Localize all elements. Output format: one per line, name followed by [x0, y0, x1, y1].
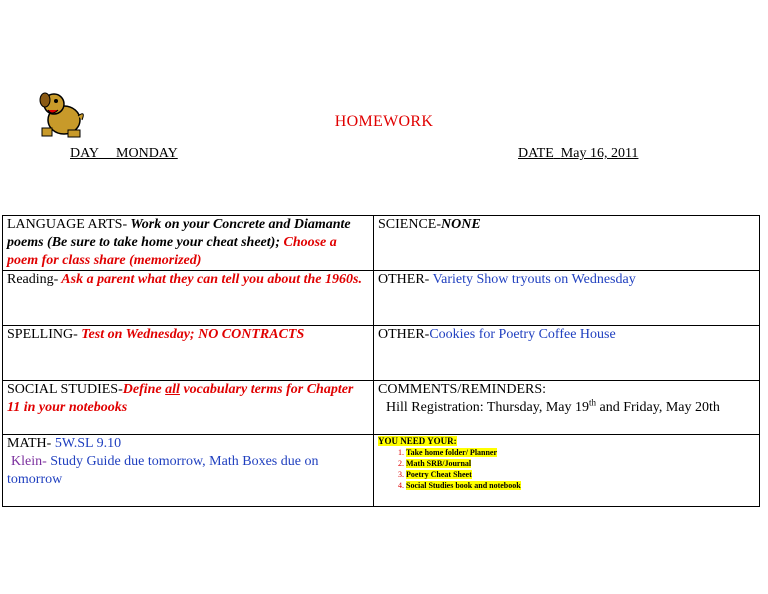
day-label: DAY: [70, 146, 99, 161]
list-item: 4. Social Studies book and notebook: [406, 480, 755, 491]
you-need-list: [378, 447, 755, 491]
science-cell: [374, 216, 760, 271]
other-text-1: Variety Show tryouts on Wednesday: [429, 272, 636, 287]
science-text: NONE: [441, 217, 481, 232]
comments-text: [378, 399, 755, 417]
table-row: [3, 216, 760, 271]
table-row: [3, 271, 760, 326]
date-value: May 16, 2011: [560, 146, 639, 161]
language-arts-sep: ;: [275, 235, 280, 250]
date-label: DATE: [518, 146, 554, 161]
homework-table: [2, 215, 760, 507]
spelling-cell: [3, 326, 374, 381]
spelling-text: Test on Wednesday; NO CONTRACTS: [77, 327, 305, 342]
you-need-cell: [374, 435, 760, 507]
social-studies-label: SOCIAL STUDIES-: [7, 382, 123, 397]
other-text-2: Cookies for Poetry Coffee House: [429, 327, 616, 342]
list-item: 2. Math SRB/Journal: [406, 458, 755, 469]
list-item: 3. Poetry Cheat Sheet: [406, 469, 755, 480]
comments-label: COMMENTS/REMINDERS:: [378, 382, 547, 397]
math-code: 5W.SL 9.10: [51, 436, 122, 451]
other-cell-2: [374, 326, 760, 381]
reading-label: Reading-: [7, 272, 59, 287]
list-item: 1. Take home folder/ Planner: [406, 447, 755, 458]
comments-cell: [374, 381, 760, 435]
day-line: [70, 146, 178, 162]
science-label: SCIENCE-: [378, 217, 441, 232]
social-studies-text-1: Define: [122, 382, 166, 397]
reading-cell: [3, 271, 374, 326]
math-cell: [3, 435, 374, 507]
math-label: MATH-: [7, 436, 52, 451]
spelling-label: SPELLING-: [7, 327, 78, 342]
hill-registration-text: Hill Registration: Thursday, May 19: [386, 400, 589, 415]
other-label-2: OTHER-: [378, 327, 430, 342]
math-teacher: Klein-: [11, 454, 47, 469]
day-value: MONDAY: [116, 146, 178, 161]
table-row: [3, 435, 760, 507]
other-label-1: OTHER-: [378, 272, 430, 287]
language-arts-text: Work on your Concrete and Diamante poems (Be sure to take home your cheat sheet): [7, 217, 351, 250]
table-row: [3, 326, 760, 381]
date-line: [518, 146, 638, 162]
reading-text: Ask a parent what they can tell you about the 1960s.: [58, 272, 362, 287]
language-arts-cell: [3, 216, 374, 271]
ordinal-suffix: th: [588, 397, 596, 408]
social-studies-text-2: vocabulary terms for Chapter 11 in your notebooks: [7, 382, 354, 415]
page-title: HOMEWORK: [334, 113, 434, 130]
language-arts-poem: Choose a poem for class share (memorized): [7, 235, 337, 268]
other-cell-1: [374, 271, 760, 326]
table-row: [3, 381, 760, 435]
hill-registration-text-2: and Friday, May 20th: [596, 400, 720, 415]
social-studies-cell: [3, 381, 374, 435]
social-studies-text-all: all: [165, 382, 180, 397]
math-text: Study Guide due tomorrow, Math Boxes due on tomorrow: [7, 454, 319, 487]
language-arts-label: LANGUAGE ARTS-: [7, 217, 128, 232]
you-need-heading: YOU NEED YOUR:: [378, 436, 457, 446]
